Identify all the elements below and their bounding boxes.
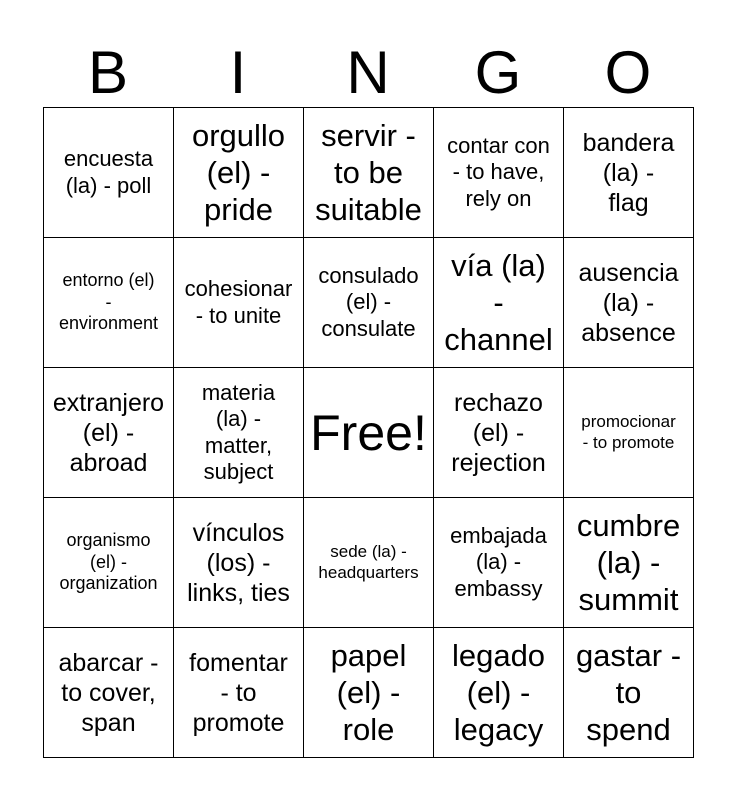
bingo-cell[interactable]: contar con - to have, rely on: [434, 108, 564, 238]
bingo-cell[interactable]: cohesionar - to unite: [174, 238, 304, 368]
card-row-5: [44, 628, 694, 758]
header-letter-n: N: [346, 39, 390, 106]
bingo-cell[interactable]: bandera (la) - flag: [564, 108, 694, 238]
bingo-cell[interactable]: organismo (el) - organization: [44, 498, 174, 628]
card-row-3: [44, 368, 694, 498]
bingo-cell[interactable]: materia (la) - matter, subject: [174, 368, 304, 498]
header-letter-o: O: [604, 39, 652, 106]
bingo-cell[interactable]: servir - to be suitable: [304, 108, 434, 238]
card-row-4: [44, 498, 694, 628]
bingo-cell[interactable]: gastar - to spend: [564, 628, 694, 758]
bingo-cell[interactable]: embajada (la) - embassy: [434, 498, 564, 628]
bingo-cell[interactable]: vínculos (los) - links, ties: [174, 498, 304, 628]
bingo-header: [43, 38, 693, 108]
bingo-cell[interactable]: orgullo (el) - pride: [174, 108, 304, 238]
card-row-1: [44, 108, 694, 238]
bingo-cell[interactable]: sede (la) - headquarters: [304, 498, 434, 628]
bingo-cell[interactable]: rechazo (el) - rejection: [434, 368, 564, 498]
bingo-cell[interactable]: entorno (el) - environment: [44, 238, 174, 368]
free-space-cell[interactable]: Free!: [304, 368, 434, 498]
bingo-cell[interactable]: legado (el) - legacy: [434, 628, 564, 758]
card-row-2: [44, 238, 694, 368]
bingo-cell[interactable]: ausencia (la) - absence: [564, 238, 694, 368]
bingo-cell[interactable]: fomentar - to promote: [174, 628, 304, 758]
bingo-card: [43, 107, 694, 758]
bingo-cell[interactable]: cumbre (la) - summit: [564, 498, 694, 628]
bingo-cell[interactable]: vía (la) - channel: [434, 238, 564, 368]
bingo-cell[interactable]: encuesta (la) - poll: [44, 108, 174, 238]
header-letter-g: G: [474, 39, 522, 106]
bingo-cell[interactable]: consulado (el) - consulate: [304, 238, 434, 368]
bingo-cell[interactable]: promocionar - to promote: [564, 368, 694, 498]
bingo-cell[interactable]: papel (el) - role: [304, 628, 434, 758]
header-letter-i: I: [229, 39, 247, 106]
bingo-cell[interactable]: abarcar - to cover, span: [44, 628, 174, 758]
bingo-cell[interactable]: extranjero (el) - abroad: [44, 368, 174, 498]
header-letter-b: B: [87, 39, 129, 106]
